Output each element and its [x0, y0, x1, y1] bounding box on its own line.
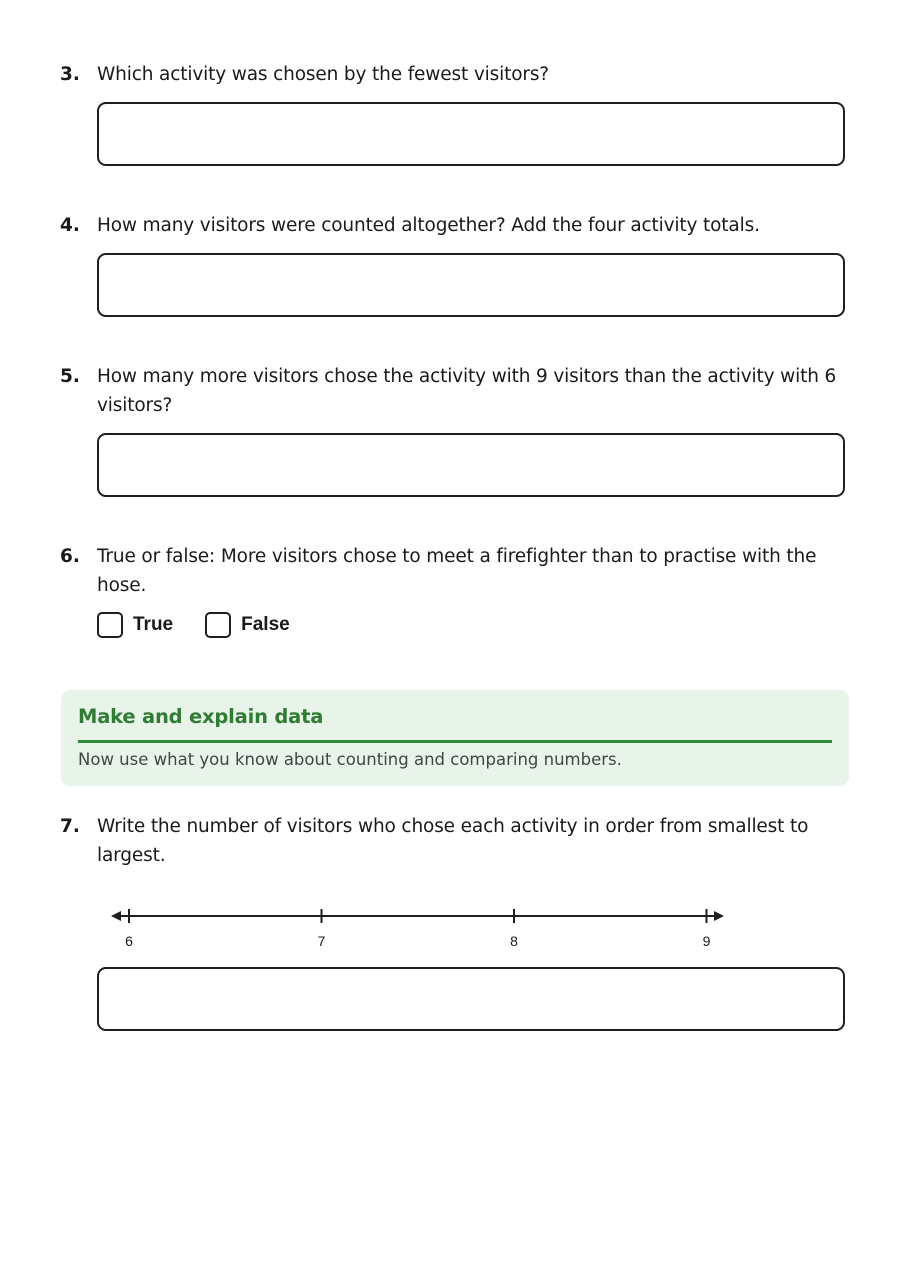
question-text: How many more visitors chose the activity with 9 visitors than the activity with 6 visitors? [97, 366, 837, 416]
false-checkbox[interactable] [205, 612, 231, 638]
false-option[interactable] [205, 612, 290, 638]
number-line-label: 8 [510, 933, 518, 949]
section-card [61, 690, 849, 786]
false-label: False [241, 614, 290, 635]
answer-box-5[interactable] [97, 433, 845, 497]
true-label: True [133, 614, 174, 635]
question-number: 7. [60, 816, 80, 837]
true-checkbox[interactable] [97, 612, 123, 638]
question-number: 6. [60, 546, 80, 567]
question-7 [60, 812, 850, 870]
section-subtitle: Now use what you know about counting and comparing numbers. [78, 750, 622, 769]
true-option[interactable] [97, 612, 173, 638]
answer-box-3[interactable] [97, 102, 845, 166]
number-line-label: 6 [125, 933, 133, 949]
number-line-label: 7 [317, 933, 326, 949]
question-number: 5. [60, 366, 80, 387]
answer-box-7[interactable] [97, 967, 845, 1031]
section-divider [78, 740, 832, 743]
question-number: 4. [60, 215, 80, 236]
true-false-options [97, 609, 322, 641]
number-line [105, 900, 735, 956]
question-text: How many visitors were counted altogether? Add the four activity totals. [97, 215, 760, 236]
question-text: Write the number of visitors who chose each activity in order from smallest to largest. [97, 816, 809, 866]
question-4 [60, 211, 850, 240]
question-text: Which activity was chosen by the fewest visitors? [97, 64, 549, 85]
question-3 [60, 60, 850, 89]
section-title: Make and explain data [78, 705, 324, 728]
question-text: True or false: More visitors chose to meet a firefighter than to practise with the hose. [97, 546, 817, 596]
question-6 [60, 542, 850, 600]
answer-box-4[interactable] [97, 253, 845, 317]
question-number: 3. [60, 64, 80, 85]
question-5 [60, 362, 850, 420]
left-arrow-icon [111, 911, 121, 921]
right-arrow-icon [714, 911, 724, 921]
number-line-label: 9 [702, 933, 711, 949]
